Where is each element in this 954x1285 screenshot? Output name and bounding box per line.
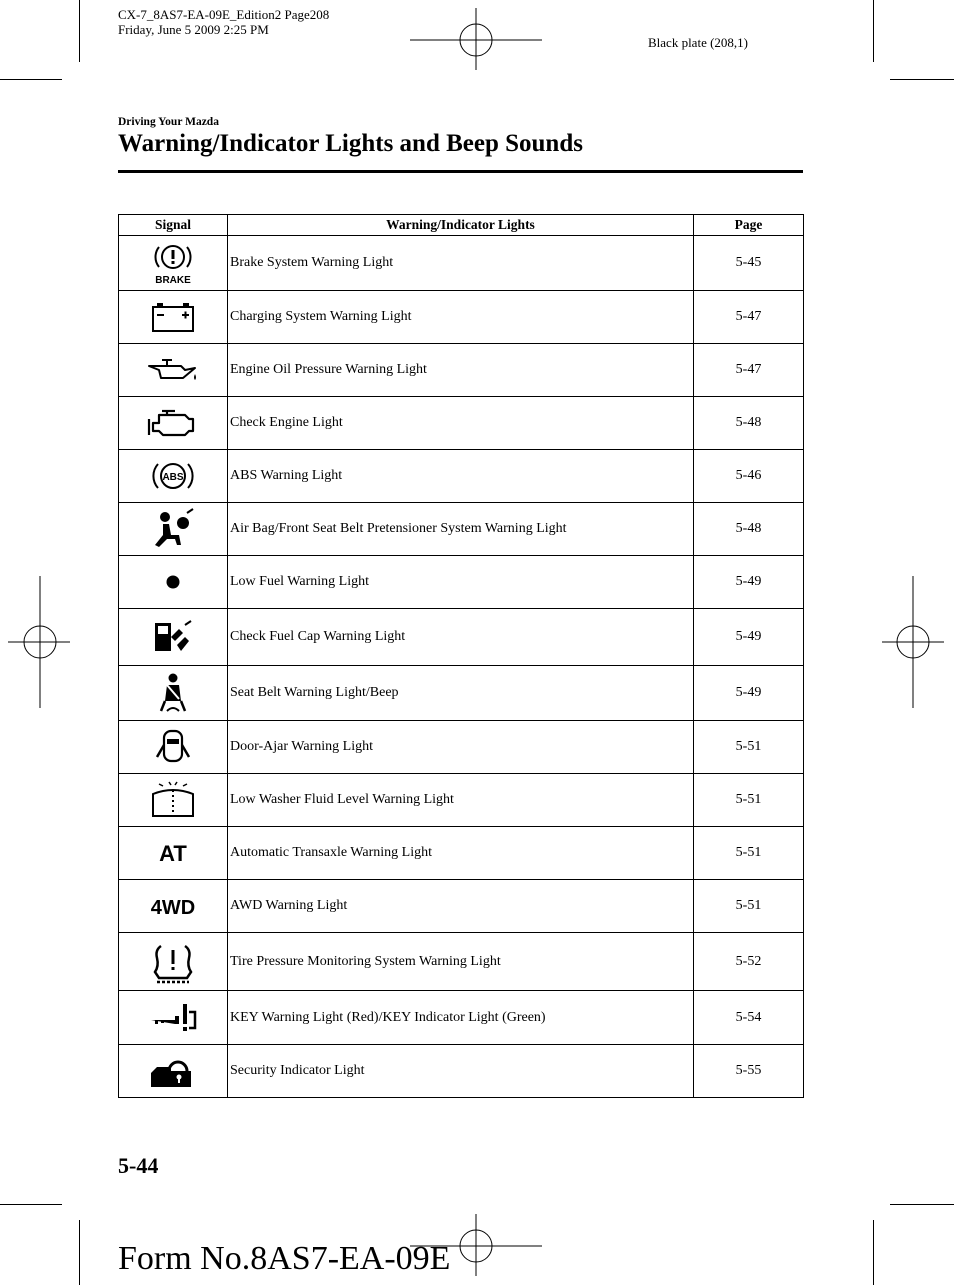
- signal-cell: [119, 1045, 228, 1098]
- page-ref: 5-49: [694, 609, 804, 666]
- section-label: Driving Your Mazda: [118, 116, 219, 128]
- page-ref: 5-51: [694, 827, 804, 880]
- airbag-icon: [145, 507, 201, 551]
- signal-cell: [119, 556, 228, 609]
- engine-icon: [145, 401, 201, 445]
- signal-cell: [119, 344, 228, 397]
- table-row: [119, 1045, 804, 1098]
- signal-cell: [119, 503, 228, 556]
- light-name: Seat Belt Warning Light/Beep: [228, 666, 694, 721]
- registration-mark-top: [410, 8, 542, 70]
- battery-icon: [145, 295, 201, 339]
- table-row: [119, 344, 804, 397]
- light-name: Automatic Transaxle Warning Light: [228, 827, 694, 880]
- light-name: Check Fuel Cap Warning Light: [228, 609, 694, 666]
- page-ref: 5-47: [694, 291, 804, 344]
- page-ref: 5-48: [694, 397, 804, 450]
- table-row: [119, 991, 804, 1045]
- crop-mark: [79, 1220, 80, 1285]
- page-title: Warning/Indicator Lights and Beep Sounds: [118, 130, 583, 157]
- page-ref: 5-49: [694, 666, 804, 721]
- abs-icon-text: ABS: [162, 472, 184, 483]
- column-header-page: Page: [694, 215, 804, 236]
- signal-cell: [119, 666, 228, 721]
- light-name: Engine Oil Pressure Warning Light: [228, 344, 694, 397]
- page-ref: 5-45: [694, 236, 804, 291]
- crop-mark: [79, 0, 80, 62]
- header-file-line: CX-7_8AS7-EA-09E_Edition2 Page208: [118, 7, 330, 22]
- table-row: [119, 291, 804, 344]
- signal-cell: [119, 827, 228, 880]
- table-row: [119, 450, 804, 503]
- crop-mark: [0, 1204, 62, 1205]
- page-ref: 5-51: [694, 774, 804, 827]
- table-row: [119, 933, 804, 991]
- table-row: [119, 556, 804, 609]
- crop-mark: [0, 79, 62, 80]
- table-row: [119, 236, 804, 291]
- light-name: KEY Warning Light (Red)/KEY Indicator Light (Green): [228, 991, 694, 1045]
- washer-fluid-icon: [145, 778, 201, 822]
- page-number: 5-44: [118, 1153, 159, 1178]
- light-name: Low Fuel Warning Light: [228, 556, 694, 609]
- 4wd-icon-text: 4WD: [150, 897, 196, 919]
- page-ref: 5-54: [694, 991, 804, 1045]
- page-ref: 5-51: [694, 721, 804, 774]
- oil-can-icon: [145, 348, 201, 392]
- signal-cell: [119, 397, 228, 450]
- light-name: Low Washer Fluid Level Warning Light: [228, 774, 694, 827]
- crop-mark: [873, 0, 874, 62]
- abs-icon: [145, 454, 201, 498]
- light-name: Tire Pressure Monitoring System Warning Light: [228, 933, 694, 991]
- form-number: Form No.8AS7-EA-09E: [118, 1240, 451, 1277]
- signal-cell: [119, 991, 228, 1045]
- registration-mark-right: [882, 576, 944, 708]
- title-rule: [118, 170, 803, 173]
- table-row: [119, 721, 804, 774]
- 4wd-icon: [145, 884, 201, 928]
- page-ref: 5-55: [694, 1045, 804, 1098]
- light-name: Charging System Warning Light: [228, 291, 694, 344]
- light-name: ABS Warning Light: [228, 450, 694, 503]
- page-ref: 5-51: [694, 880, 804, 933]
- light-name: AWD Warning Light: [228, 880, 694, 933]
- signal-cell: [119, 774, 228, 827]
- light-name: Check Engine Light: [228, 397, 694, 450]
- table-row: [119, 609, 804, 666]
- crop-mark: [890, 79, 954, 80]
- page-ref: 5-47: [694, 344, 804, 397]
- signal-cell: [119, 236, 228, 291]
- table-row: [119, 827, 804, 880]
- table-row: [119, 774, 804, 827]
- header-plate: Black plate (208,1): [648, 35, 748, 50]
- signal-cell: [119, 609, 228, 666]
- crop-mark: [890, 1204, 954, 1205]
- page-ref: 5-52: [694, 933, 804, 991]
- warning-lights-table: [118, 214, 804, 1098]
- table-row: [119, 503, 804, 556]
- door-ajar-icon: [145, 725, 201, 769]
- fuel-dot-icon: [145, 560, 201, 604]
- column-header-signal: Signal: [119, 215, 228, 236]
- light-name: Security Indicator Light: [228, 1045, 694, 1098]
- brake-warning-icon: [145, 241, 201, 285]
- table-row: [119, 880, 804, 933]
- light-name: Air Bag/Front Seat Belt Pretensioner System Warning Light: [228, 503, 694, 556]
- table-row: [119, 397, 804, 450]
- at-icon-text: AT: [159, 841, 187, 866]
- registration-mark-left: [8, 576, 70, 708]
- signal-cell: [119, 933, 228, 991]
- light-name: Door-Ajar Warning Light: [228, 721, 694, 774]
- page-ref: 5-46: [694, 450, 804, 503]
- signal-cell: [119, 291, 228, 344]
- page-ref: 5-49: [694, 556, 804, 609]
- tire-pressure-icon: [145, 940, 201, 984]
- header-date-line: Friday, June 5 2009 2:25 PM: [118, 22, 269, 37]
- fuel-cap-icon: [145, 615, 201, 659]
- column-header-light: Warning/Indicator Lights: [228, 215, 694, 236]
- signal-cell: [119, 880, 228, 933]
- table-header-row: [119, 215, 804, 236]
- signal-cell: [119, 721, 228, 774]
- table-row: [119, 666, 804, 721]
- security-icon: [145, 1049, 201, 1093]
- seat-belt-icon: [145, 671, 201, 715]
- signal-cell: [119, 450, 228, 503]
- key-icon: [145, 996, 201, 1040]
- page-ref: 5-48: [694, 503, 804, 556]
- brake-icon-text: BRAKE: [155, 275, 191, 285]
- light-name: Brake System Warning Light: [228, 236, 694, 291]
- at-icon: [145, 831, 201, 875]
- crop-mark: [873, 1220, 874, 1285]
